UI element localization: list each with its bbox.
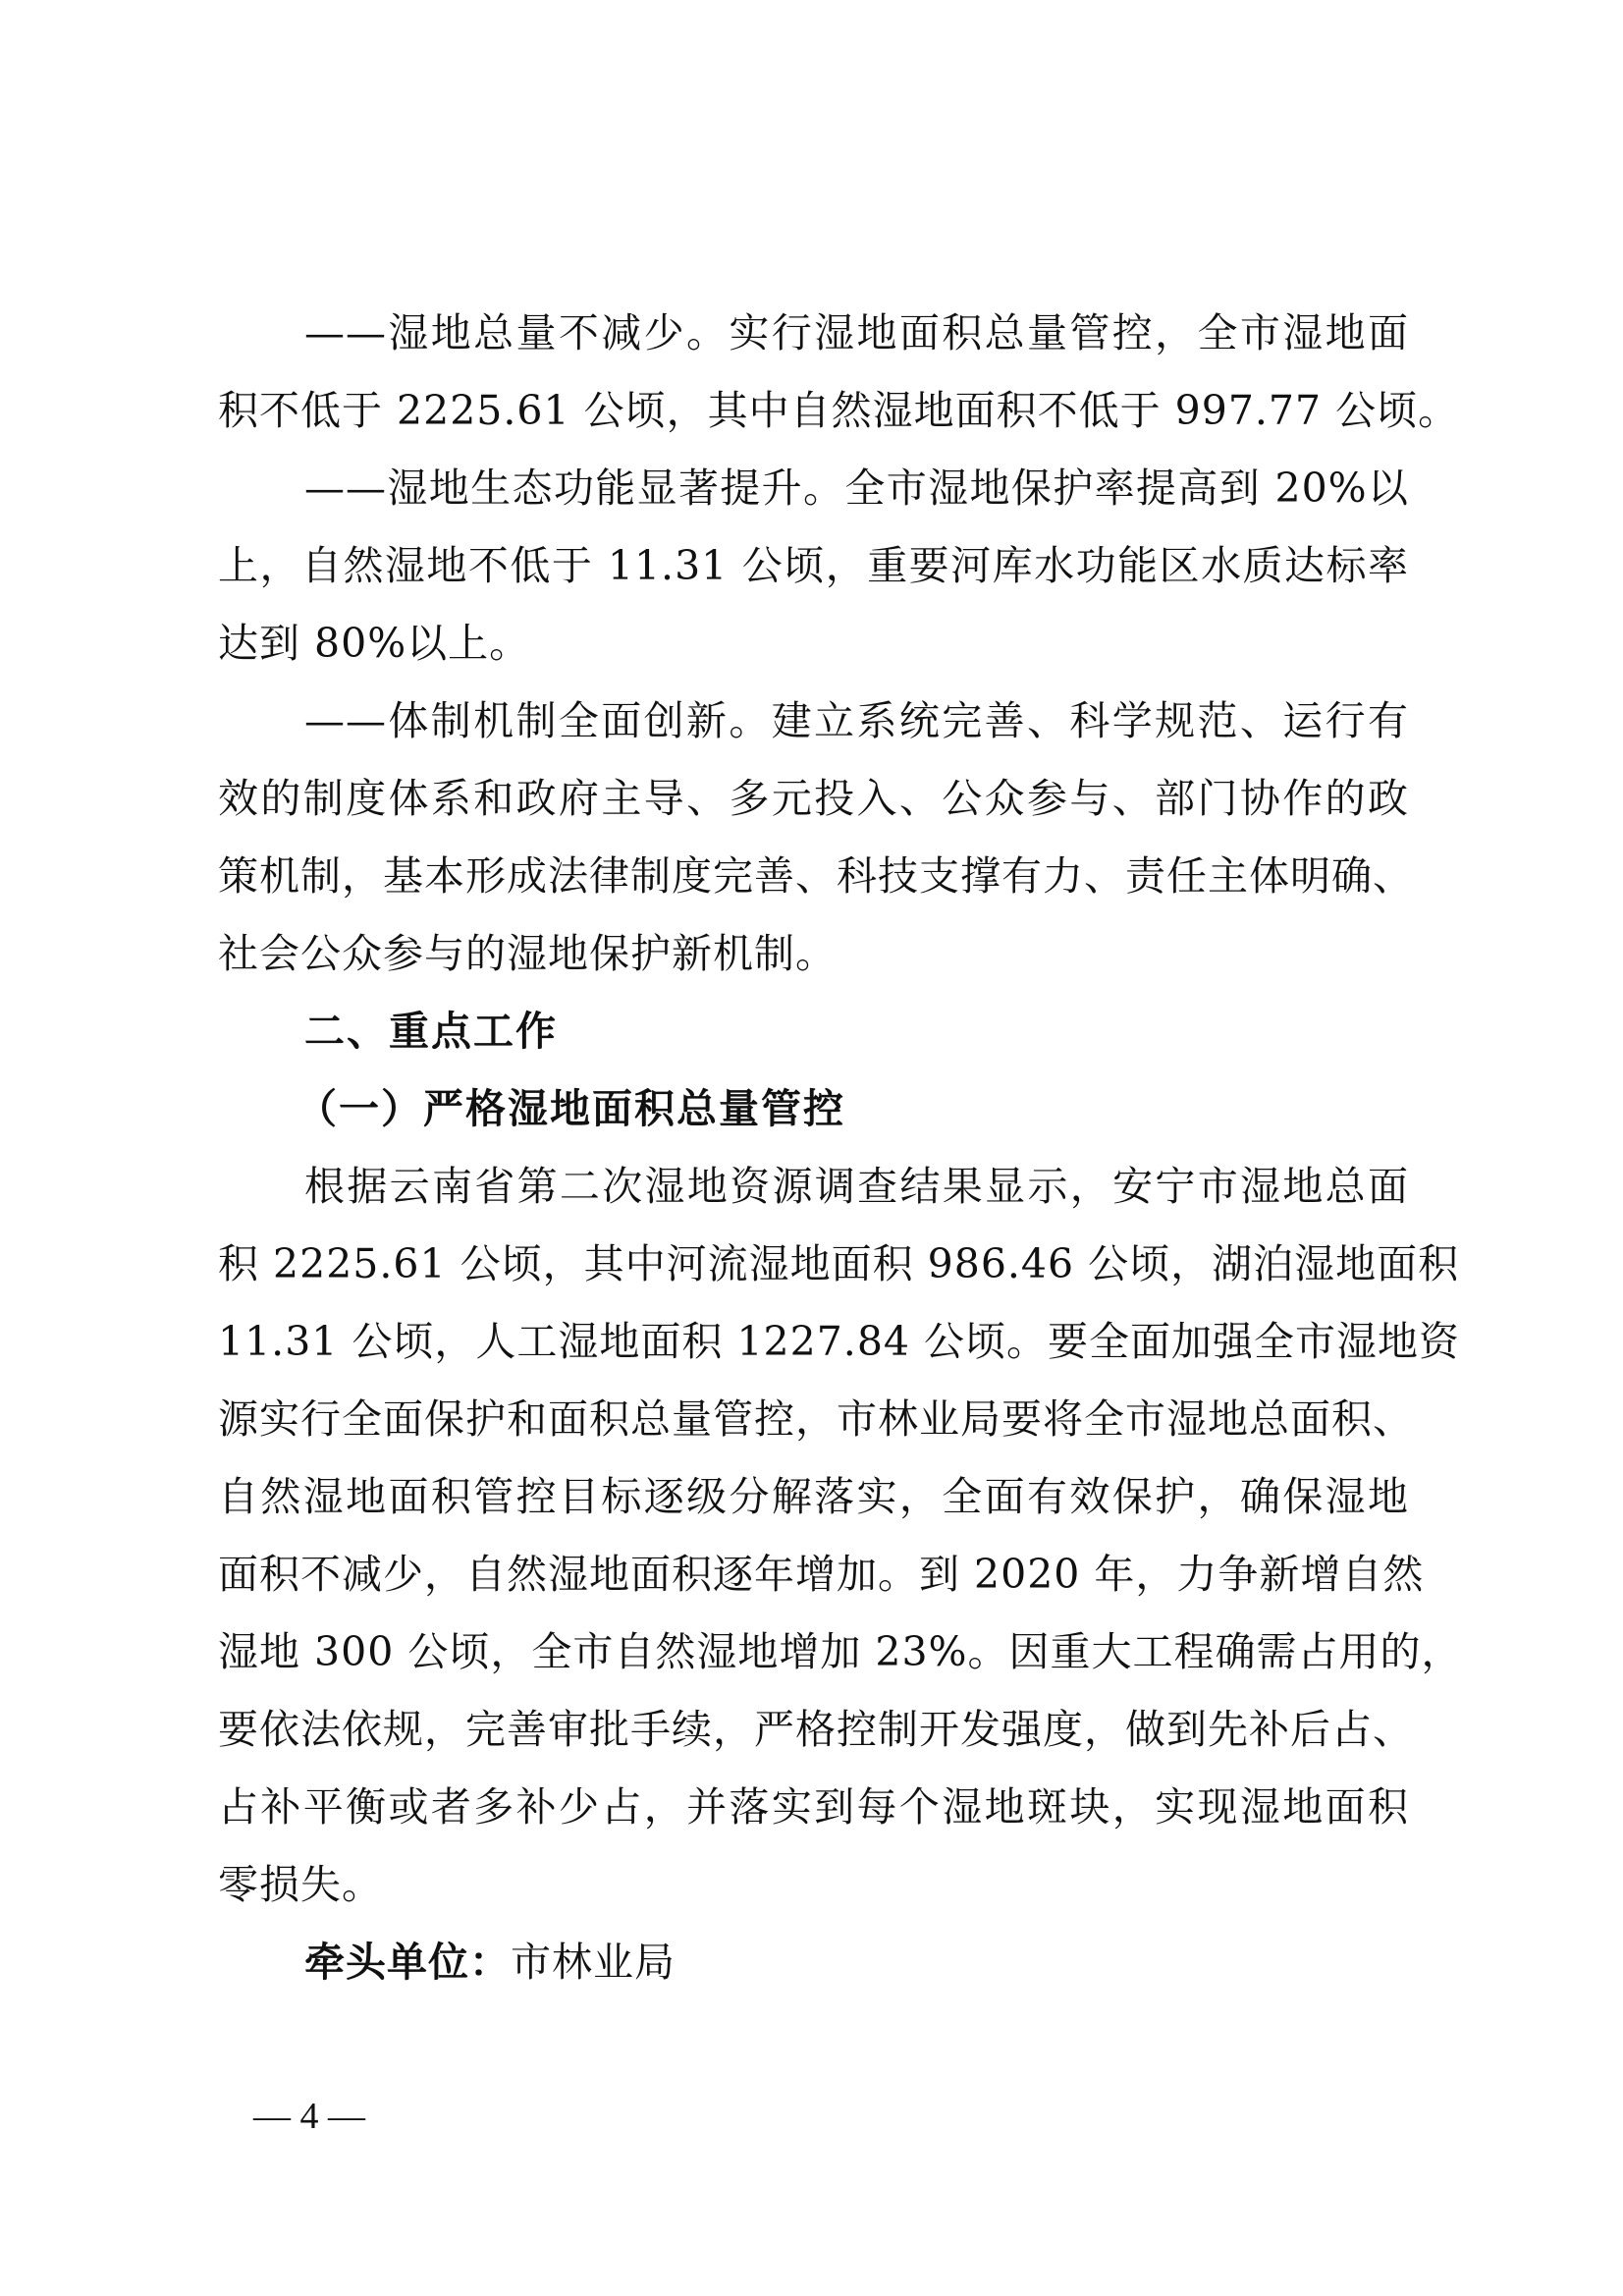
body-line-9: 占补平衡或者多补少占，并落实到每个湿地斑块，实现湿地面积	[218, 1783, 1409, 1831]
body-line-8: 要依法依规，完善审批手续，严格控制开发强度，做到先补后占、	[218, 1706, 1414, 1753]
goal-function-line-2: 上，自然湿地不低于 11.31 公顷，重要河库水功能区水质达标率	[218, 542, 1409, 589]
lead-unit	[218, 1924, 1409, 2001]
goal-total-line-1: ——湿地总量不减少。实行湿地面积总量管控，全市湿地面	[304, 309, 1409, 356]
body-line-2: 积 2225.61 公顷，其中河流湿地面积 986.46 公顷，湖泊湿地面积	[218, 1240, 1460, 1287]
body-line-4: 源实行全面保护和面积总量管控，市林业局要将全市湿地总面积、	[218, 1395, 1414, 1443]
goal-mechanism-line-4: 社会公众参与的湿地保护新机制。	[218, 930, 837, 977]
goal-function-line-1: ——湿地生态功能显著提升。全市湿地保护率提高到 20%以	[304, 465, 1409, 512]
goal-mechanism-line-3: 策机制，基本形成法律制度完善、科技支撑有力、责任主体明确、	[218, 852, 1414, 900]
lead-unit-value: 市林业局	[511, 1939, 676, 1986]
goal-mechanism-line-1: ——体制机制全面创新。建立系统完善、科学规范、运行有	[304, 697, 1409, 744]
goal-total-line-2: 积不低于 2225.61 公顷，其中自然湿地面积不低于 997.77 公顷。	[218, 387, 1460, 434]
goal-mechanism-line-2: 效的制度体系和政府主导、多元投入、公众参与、部门协作的政	[218, 775, 1409, 822]
goal-function-line-3: 达到 80%以上。	[218, 620, 531, 667]
body-line-10: 零损失。	[218, 1861, 383, 1908]
body-line-3: 11.31 公顷，人工湿地面积 1227.84 公顷。要全面加强全市湿地资	[218, 1318, 1461, 1365]
body-line-7: 湿地 300 公顷，全市自然湿地增加 23%。因重大工程确需占用的，	[218, 1628, 1463, 1675]
subsection-heading-text: （一）严格湿地面积总量管控	[297, 1085, 845, 1132]
lead-unit-label: 牵头单位：	[304, 1939, 511, 1986]
body-line-6: 面积不减少，自然湿地面积逐年增加。到 2020 年，力争新增自然	[218, 1551, 1425, 1598]
body-line-5: 自然湿地面积管控目标逐级分解落实，全面有效保护，确保湿地	[218, 1473, 1409, 1520]
document-body	[218, 295, 1463, 2001]
section-heading: 二、重点工作	[304, 1008, 558, 1055]
body-line-1: 根据云南省第二次湿地资源调查结果显示，安宁市湿地总面	[304, 1163, 1409, 1210]
page-number: — 4 —	[253, 2096, 365, 2137]
subsection-heading	[218, 1070, 1409, 1148]
